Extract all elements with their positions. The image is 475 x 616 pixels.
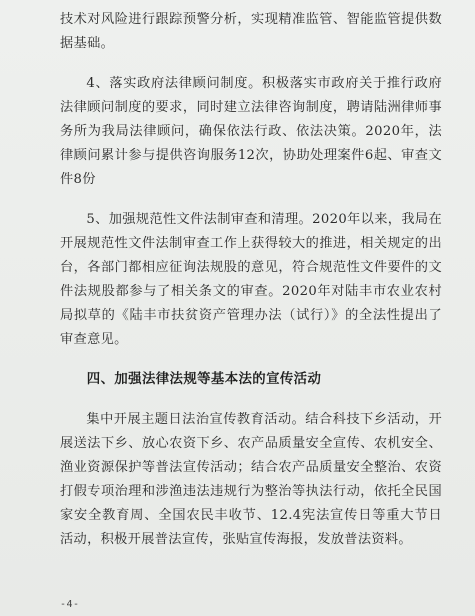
paragraph-normative-review: 5、加强规范性文件法制审查和清理。2020年以来，我局在开展规范性文件法制审查工作上获得较大的推进，相关规定的出台，各部门都相应征询法规股的意见，符合规范性文件要件的文件法规股都参与了相关条文的审查。2020年对陆丰市农业农村局拟草的《陆丰市扶贫资产管理办法（试行）》的全法性提出了审查意见。 (60, 212, 442, 347)
paragraph-gap (60, 56, 442, 72)
document-body (60, 8, 442, 552)
paragraph-publicity-activities: 集中开展主题日法治宣传教育活动。结合科技下乡活动，开展送法下乡、放心农资下乡、农产品质量安全宣传、农机安全、渔业资源保护等普法宣传活动；结合农产品质量安全整治、农资打假专项治理和涉渔违法违规行为整治等执法行动，依托全民国家安全教育周、全国农民丰收节、12.4宪法宣传日等重大节日活动，积极开展普法宣传，张贴宣传海报，发放普法资料。 (60, 412, 442, 547)
page-number: -4- (60, 599, 80, 610)
section-heading: 四、加强法律法规等基本法的宣传活动 (86, 372, 322, 387)
paragraph-continuation: 技术对风险进行跟踪预警分析，实现精准监管、智能监管提供数据基础。 (60, 12, 442, 51)
paragraph-legal-advisor: 4、落实政府法律顾问制度。积极落实市政府关于推行政府法律顾问制度的要求，同时建立法律咨询制度，聘请陆洲律师事务所为我局法律顾问，确保依法行政、依法决策。2020年，法律顾问累计参与提供咨询服务12次，协助处理案件6起、审查文件8份 (60, 76, 442, 187)
paragraph-gap (60, 192, 442, 208)
paragraph-gap (60, 352, 442, 368)
paragraph-gap (60, 392, 442, 408)
